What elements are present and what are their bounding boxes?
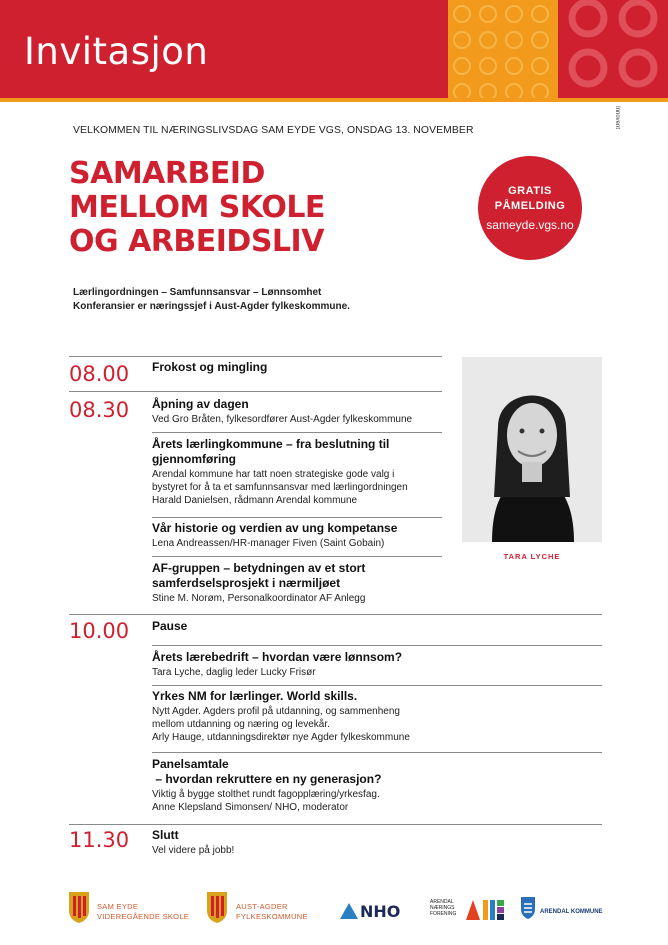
divider (69, 824, 602, 825)
divider (152, 556, 442, 557)
program-item-title: Pause (152, 619, 188, 633)
headline-line: OG ARBEIDSLIV (69, 224, 324, 259)
anf-line: NÆRINGS (430, 905, 455, 911)
program-item (152, 689, 452, 744)
program-item (152, 757, 452, 814)
program-item-title: samferdselsprosjekt i nærmiljøet (152, 576, 341, 590)
program-item (152, 828, 452, 857)
aust-agder-line: AUST-AGDER (236, 902, 288, 911)
program-item-desc: Harald Danielsen, rådmann Arendal kommune (152, 495, 358, 506)
sam-eyde-line: VIDEREGÅENDE SKOLE (97, 912, 190, 921)
program-item (152, 561, 452, 605)
program-item-title: gjennomføring (152, 452, 236, 466)
divider (152, 645, 602, 646)
program-item-desc: Stine M. Norøm, Personalkoordinator AF Anlegg (152, 593, 366, 604)
program-item-desc: Vel videre på jobb! (152, 845, 235, 856)
page-title: Invitasjon (24, 30, 209, 73)
time-slot: 08.00 (69, 362, 130, 386)
arendal-logo-text: ARENDAL KOMMUNE (540, 909, 603, 915)
subheading-host: Konferansier er næringssjef i Aust-Agder fylkeskommune. (73, 301, 350, 312)
divider (69, 356, 442, 357)
footer-logos (0, 890, 668, 930)
program-item-title: Panelsamtale (152, 757, 229, 771)
divider (152, 517, 442, 518)
headline-line: MELLOM SKOLE (69, 190, 325, 225)
program-item-title: AF-gruppen – betydningen av et stort (152, 561, 366, 575)
nho-logo-text: NHO (360, 902, 401, 921)
divider (152, 685, 602, 686)
photo-caption: TARA LYCHE (503, 552, 561, 561)
program-item-desc: Arendal kommune har tatt noen strategiske gode valg i (152, 469, 395, 480)
program-item-title: Vår historie og verdien av ung kompetanse (152, 521, 398, 535)
program-item (152, 521, 452, 550)
badge-url-link[interactable]: sameyde.vgs.no (486, 218, 574, 232)
program-item-desc: Arly Hauge, utdanningsdirektør nye Agder fylkeskommune (152, 732, 410, 743)
time-slot: 11.30 (69, 828, 130, 852)
welcome-line: VELKOMMEN TIL NÆRINGSLIVSDAG SAM EYDE VGS, ONSDAG 13. NOVEMBER (73, 125, 474, 136)
program-item-title: Frokost og mingling (152, 360, 268, 374)
time-slot: 08.30 (69, 398, 130, 422)
anf-mark-icon (466, 900, 504, 920)
divider (152, 752, 602, 753)
sam-eyde-line: SAM EYDE (97, 902, 139, 911)
program-item (152, 619, 452, 634)
program-item-desc: Ved Gro Bråten, fylkesordfører Aust-Agder fylkeskommune (152, 414, 413, 425)
program-item-desc: bystyret for å ta et samfunnsansvar med lærlingordningen (152, 482, 408, 493)
program-item-title: Slutt (152, 828, 179, 842)
program-item-desc: Tara Lyche, daglig leder Lucky Frisør (152, 667, 316, 678)
circle-pattern-graphic (448, 0, 668, 98)
program-item (152, 397, 452, 426)
header-banner (0, 0, 668, 98)
program-item-title: – hvordan rekruttere en ny generasjon? (152, 772, 382, 786)
program-item-desc: mellom utdanning og næring og levekår. (152, 719, 330, 730)
aust-agder-line: FYLKESKOMMUNE (236, 912, 308, 921)
program-item-desc: Anne Klepsland Simonsen/ NHO, moderator (152, 802, 349, 813)
accent-stripe (0, 98, 668, 102)
sam-eyde-logo-text (97, 902, 189, 922)
portrait-illustration (462, 357, 602, 542)
anf-line: FORENING (430, 911, 457, 917)
headline-line: SAMARBEID (69, 156, 265, 191)
divider (69, 614, 602, 615)
arendal-shield-icon (520, 896, 536, 920)
program-item (152, 650, 452, 679)
registration-badge[interactable] (478, 156, 582, 260)
anf-line: ARENDAL (430, 899, 454, 905)
anf-logo-text (430, 899, 456, 917)
program-item-desc: Viktig å bygge stolthet rundt fagopplæring/yrkesfag. (152, 789, 380, 800)
headline (69, 157, 325, 259)
badge-signup-label: PÅMELDING (494, 200, 566, 212)
sam-eyde-shield-icon (67, 890, 91, 926)
program-item (152, 437, 452, 507)
program-item-desc: Lena Andreassen/HR-manager Fiven (Saint Gobain) (152, 538, 385, 549)
badge-free-label: GRATIS (508, 185, 552, 197)
nho-mark-icon (340, 903, 358, 919)
aust-agder-logo-text (236, 902, 308, 922)
time-slot: 10.00 (69, 619, 130, 643)
subheading (73, 286, 350, 314)
side-note: Innovent (614, 106, 620, 130)
program-item-title: Årets lærlingkommune – fra beslutning til (152, 437, 390, 451)
speaker-photo (462, 357, 602, 542)
divider (69, 391, 442, 392)
decorative-pattern (448, 0, 668, 98)
aust-agder-shield-icon (205, 890, 229, 926)
program-item-title: Yrkes NM for lærlinger. World skills. (152, 689, 358, 703)
program-item-title: Årets lærebedrift – hvordan være lønnsom? (152, 650, 403, 664)
program-item-title: Åpning av dagen (152, 397, 249, 411)
subheading-topics: Lærlingordningen – Samfunnsansvar – Lønnsomhet (73, 287, 322, 298)
program-item-desc: Nytt Agder. Agders profil på utdanning, og sammenheng (152, 706, 400, 717)
program-item (152, 360, 452, 375)
divider (152, 432, 442, 433)
